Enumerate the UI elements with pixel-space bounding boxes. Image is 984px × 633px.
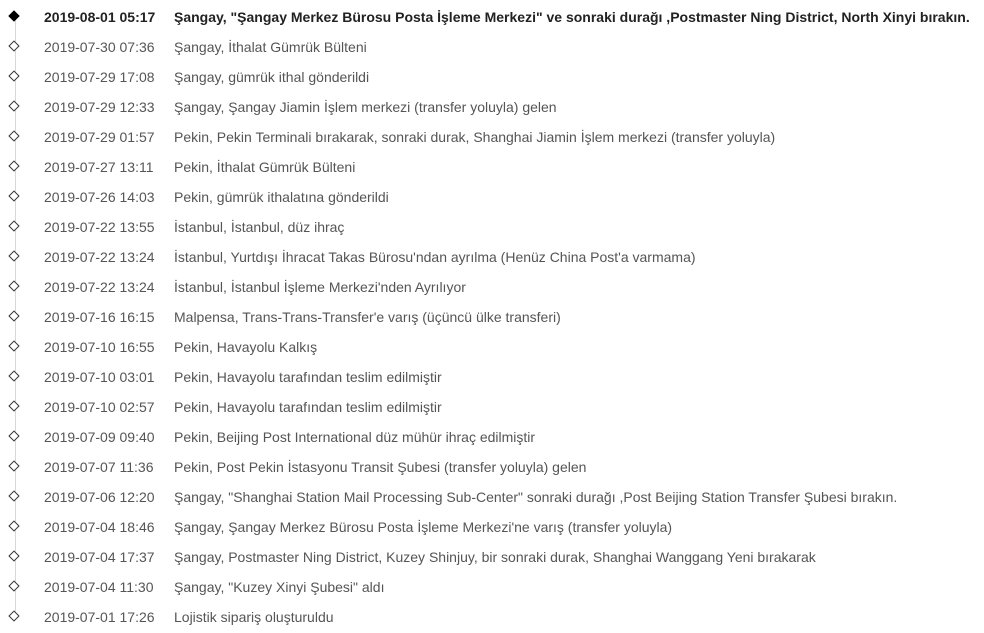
timeline-event — [0, 152, 984, 182]
timeline-event — [0, 602, 984, 632]
timeline-event — [0, 482, 984, 512]
event-description: Pekin, gümrük ithalatına gönderildi — [174, 189, 389, 205]
event-description: Pekin, İthalat Gümrük Bülteni — [174, 159, 356, 175]
timeline-event — [0, 392, 984, 422]
event-time: 2019-07-22 13:24 — [44, 249, 155, 265]
event-description: İstanbul, İstanbul, düz ihraç — [174, 219, 345, 235]
event-time: 2019-07-29 12:33 — [44, 99, 155, 115]
timeline-event — [0, 62, 984, 92]
event-description: Şangay, "Kuzey Xinyi Şubesi" aldı — [174, 579, 385, 595]
event-description: Şangay, "Shanghai Station Mail Processing Sub-Center" sonraki durağı ,Post Beijing Station Transfer Şubesi bırakın. — [174, 489, 898, 505]
diamond-icon — [8, 190, 19, 201]
event-time: 2019-07-30 07:36 — [44, 39, 155, 55]
diamond-icon — [8, 400, 19, 411]
timeline-event — [0, 422, 984, 452]
timeline-event — [0, 302, 984, 332]
event-time: 2019-07-10 03:01 — [44, 369, 155, 385]
event-time: 2019-07-26 14:03 — [44, 189, 155, 205]
diamond-icon — [8, 550, 19, 561]
event-description: İstanbul, İstanbul İşleme Merkezi'nden Ayrılıyor — [174, 279, 466, 295]
diamond-icon — [8, 70, 19, 81]
event-time: 2019-08-01 05:17 — [44, 9, 156, 25]
event-description: İstanbul, Yurtdışı İhracat Takas Bürosu'ndan ayrılma (Henüz China Post'a varmama) — [174, 249, 696, 265]
diamond-icon — [8, 280, 19, 291]
event-description: Şangay, İthalat Gümrük Bülteni — [174, 39, 367, 55]
event-description: Pekin, Post Pekin İstasyonu Transit Şubesi (transfer yoluyla) gelen — [174, 459, 587, 475]
diamond-icon — [8, 220, 19, 231]
diamond-icon — [8, 460, 19, 471]
diamond-icon — [8, 430, 19, 441]
timeline-event — [0, 512, 984, 542]
event-time: 2019-07-04 17:37 — [44, 549, 155, 565]
timeline-event — [0, 332, 984, 362]
timeline-event — [0, 32, 984, 62]
timeline-event — [0, 362, 984, 392]
event-time: 2019-07-04 11:30 — [44, 579, 154, 595]
current-diamond-icon — [8, 10, 19, 21]
event-time: 2019-07-10 16:55 — [44, 339, 155, 355]
timeline-event — [0, 272, 984, 302]
diamond-icon — [8, 340, 19, 351]
event-description: Şangay, Şangay Jiamin İşlem merkezi (transfer yoluyla) gelen — [174, 99, 557, 115]
timeline-event — [0, 242, 984, 272]
event-time: 2019-07-04 18:46 — [44, 519, 155, 535]
diamond-icon — [8, 250, 19, 261]
timeline-event — [0, 452, 984, 482]
event-time: 2019-07-06 12:20 — [44, 489, 155, 505]
diamond-icon — [8, 490, 19, 501]
event-description: Malpensa, Trans-Trans-Transfer'e varış (üçüncü ülke transferi) — [174, 309, 561, 325]
diamond-icon — [8, 610, 19, 621]
timeline-event — [0, 182, 984, 212]
timeline-event — [0, 122, 984, 152]
event-time: 2019-07-22 13:24 — [44, 279, 155, 295]
event-description: Şangay, Postmaster Ning District, Kuzey Shinjuy, bir sonraki durak, Shanghai Wanggang Yeni bırakarak — [174, 549, 816, 565]
event-description: Şangay, Şangay Merkez Bürosu Posta İşleme Merkezi'ne varış (transfer yoluyla) — [174, 519, 673, 535]
event-time: 2019-07-16 16:15 — [44, 309, 155, 325]
event-time: 2019-07-07 11:36 — [44, 459, 154, 475]
event-description: Şangay, "Şangay Merkez Bürosu Posta İşleme Merkezi" ve sonraki durağı ,Postmaster Ning District, North Xinyi bırakın. — [174, 9, 970, 25]
event-description: Pekin, Beijing Post International düz mühür ihraç edilmiştir — [174, 429, 536, 445]
event-description: Pekin, Havayolu Kalkış — [174, 339, 318, 355]
diamond-icon — [8, 370, 19, 381]
event-description: Pekin, Pekin Terminali bırakarak, sonraki durak, Shanghai Jiamin İşlem merkezi (transfer yoluyla) — [174, 129, 776, 145]
event-time: 2019-07-27 13:11 — [44, 159, 154, 175]
event-time: 2019-07-29 17:08 — [44, 69, 155, 85]
diamond-icon — [8, 160, 19, 171]
diamond-icon — [8, 130, 19, 141]
timeline-event — [0, 542, 984, 572]
diamond-icon — [8, 580, 19, 591]
timeline-event-current — [0, 2, 984, 32]
event-description: Lojistik sipariş oluşturuldu — [174, 609, 334, 625]
event-description: Pekin, Havayolu tarafından teslim edilmiştir — [174, 369, 442, 385]
timeline-event — [0, 92, 984, 122]
event-time: 2019-07-01 17:26 — [44, 609, 155, 625]
timeline-event — [0, 572, 984, 602]
event-description: Şangay, gümrük ithal gönderildi — [174, 69, 370, 85]
tracking-timeline — [0, 2, 984, 632]
diamond-icon — [8, 520, 19, 531]
event-time: 2019-07-29 01:57 — [44, 129, 155, 145]
event-time: 2019-07-10 02:57 — [44, 399, 155, 415]
diamond-icon — [8, 100, 19, 111]
event-time: 2019-07-09 09:40 — [44, 429, 155, 445]
timeline-event — [0, 212, 984, 242]
event-description: Pekin, Havayolu tarafından teslim edilmiştir — [174, 399, 442, 415]
diamond-icon — [8, 310, 19, 321]
event-time: 2019-07-22 13:55 — [44, 219, 155, 235]
diamond-icon — [8, 40, 19, 51]
